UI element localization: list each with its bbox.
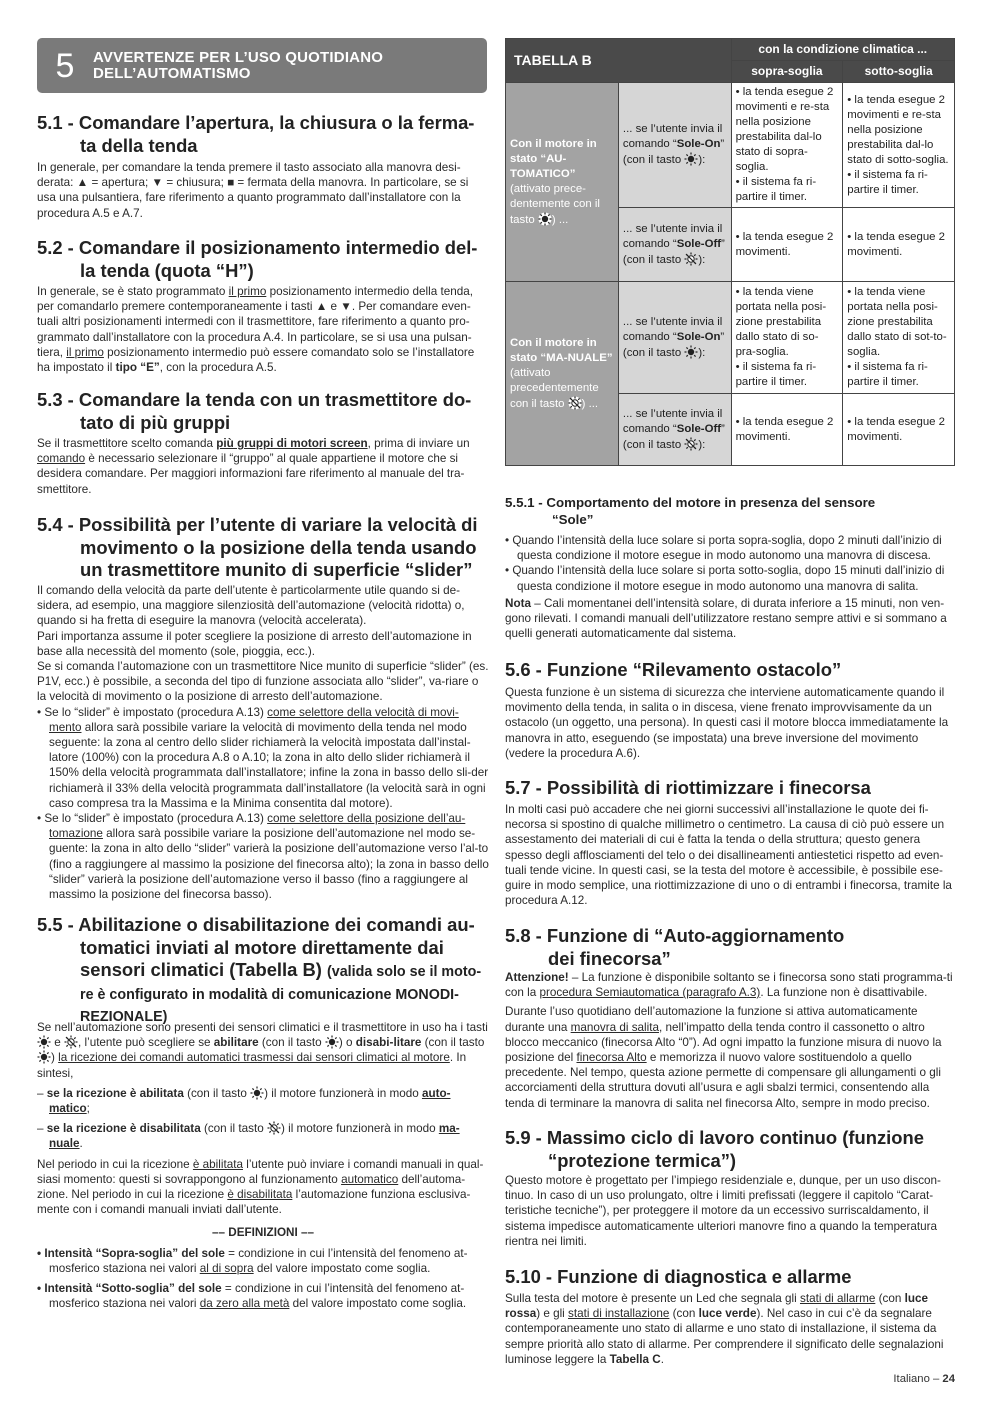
sun-off-icon: [64, 1035, 78, 1049]
cell-man-on-sopra: • la tenda viene portata nella posi-zione prestabilita dallo stato di so-pra-soglia. • il sistema fa ri-partire il timer.: [731, 282, 843, 394]
sun-icon: [37, 1035, 51, 1049]
row-label-automatico: Con il motore in stato “AU-TOMATICO” (attivato prece-dentemente con il tasto ) ...: [506, 83, 619, 282]
paragraph-5-10: Sulla testa del motore è presente un Led che segnala gli stati di allarme (con luce rossa) e gli stati di installazione (con luce verde). Nel caso in cui c’è da segnalare contemporaneamente uno stato di allarme e uno stato di installazione, il sistema da sempre priorità allo stato di allarme. Per comprendere il significato delle segnalazioni luminose leggere la Tabella C.: [505, 1292, 944, 1366]
heading-5-7: 5.7 - Possibilità di riottimizzare i finecorsa: [505, 777, 871, 798]
heading-5-3: 5.3 - Comandare la tenda con un trasmettitore do- tato di più gruppi: [37, 389, 472, 433]
col-header-sotto: sotto-soglia: [843, 61, 955, 83]
row-label-manuale: Con il motore in stato “MA-NUALE” (attivato precedentemente con il tasto ) ...: [506, 282, 619, 466]
sun-icon: [684, 152, 698, 166]
paragraph-5-3: Se il trasmettitore scelto comanda più gruppi di motori screen, prima di inviare un comando è necessario selezionare il “gruppo” al quale appartiene il motore che si desidera comandare. Per maggiori informazioni fare riferimento al manuale del tra-smettitore.: [37, 437, 470, 496]
paragraph-5-2: In generale, se è stato programmato il primo posizionamento intermedio della tenda, per comandarlo premere contemporaneamente i tasti ▲ e ▼. Per comandare even-tuali altri posizionamenti intermedi con il trasmettitore, fare riferimento a quanto pro-grammato dall’installatore con la procedura A.4. In particolare, se si usa una pulsan-tiera, il primo posizionamento intermedio può essere comandato solo se l’installatore ha impostato il tipo “E”, con la procedura A.5.: [37, 285, 475, 375]
paragraph-5-5-1: • Quando l’intensità della luce solare si porta sopra-soglia, dopo 2 minuti dall’inizio di questa condizione il motore esegue in modo autonomo una manovra di discesa. • Quando l’intensità della luce solare si porta sotto-soglia, dopo 15 minuti dall’inizio di questa condizione il motore esegue in modo autonomo una manovra di salita. Nota – Cali momentanei dell’intensità solare, di durata inferiore a 15 minuti, non ven-gono rilevati. I comandi manuali dell’utilizzatore restano sempre attivi e si sommano a quelli generati automaticamente dal sistema.: [505, 534, 947, 641]
paragraph-5-8: Attenzione! – La funzione è disponibile soltanto se i finecorsa sono stati programma-ti con la procedura Semiautomatica (paragrafo A.3). La funzione non è disattivabile. Durante l’uso quotidiano dell’automazione la funzione si attiva automaticamente durante una manovra di salita, nell’impatto della tenda contro il cassonetto o altro blocco meccanico (finecorsa Alto “0”). Ad ogni impatto la funzione misura di nuovo la posizione del finecorsa Alto e memorizza il nuovo valore sostituendolo a quello precedente. Nel tempo, questa azione permette di compensare gli allungamenti o gli accorciamenti della struttura dovuti all’usura e agli sbalzi termici, consentendo alla tenda di terminare la manovra di salita nel finecorsa Alto, sempre in modo preciso.: [505, 971, 953, 1110]
paragraph-5-4: Il comando della velocità da parte dell’utente è particolarmente utile quando si de-sidera, ad esempio, una maggiore silenziosità dell’automazione (velocità ridotta) o, quando si ha fretta di eseguire la manovra (velocità accelerata). Pari importanza assume il poter scegliere la posizione di arresto dell’automazione in base alla necessità del momento (sole, pioggia, ecc.). Se si comanda l’automazione con un trasmettitore Nice munito di superficie “slider” (es. P1V, ecc.) è possibile, a seconda del tipo di funzione associata allo “slider”, va-riare o la velocità di movimento o la posizione di arresto dell’automazione. • Se lo “slider” è impostato (procedura A.13) come selettore della velocità di movi-mento allora sarà possibile variare la velocità di movimento della tenda nel modo seguente: la zona al centro dello slider richiamerà la velocità impostata dall’instal-latore (100%) con la procedura A.8 o A.10; la zona in alto dello slider richiamerà il 150% della velocità programmata dall’installatore; infine la zona in basso dello sli-der richiamerà il 33% della velocità programmata dall’installatore (la velocità sarà in ogni caso compresa tra la Massima e la Minima consentita dal motore). • Se lo “slider” è impostato (procedura A.13) come selettore della posizione dell’au-tomazione allora sarà possibile variare la posizione dell’automazione nel modo se-guente: la zona in alto dello “slider” varierà la posizione dell’automazione verso l’al-to (fino a raggiungere al massimo la posizione del finecorsa alto); la zona in basso dello “slider” varierà la posizione dell’automazione verso il basso (fino a raggiungere al massimo la posizione del finecorsa basso).: [37, 584, 489, 902]
section-banner: [37, 38, 487, 93]
sun-off-icon: [684, 437, 698, 451]
heading-5-2: 5.2 - Comandare il posizionamento intermedio del- la tenda (quota “H”): [37, 237, 478, 281]
heading-5-10: 5.10 - Funzione di diagnostica e allarme: [505, 1266, 852, 1287]
cell-auto-on-sotto: • la tenda esegue 2 movimenti e re-sta nella posizione prestabilita dal-lo stato di sotto-soglia. • il sistema fa ri-partire il timer.: [843, 83, 955, 208]
heading-5-1: 5.1 - Comandare l’apertura, la chiusura o la ferma- ta della tenda: [37, 112, 475, 156]
section-title: AVVERTENZE PER L’USO QUOTIDIANO DELL’AUTOMATISMO: [93, 48, 384, 82]
paragraph-5-7: In molti casi può accadere che nei giorni successivi all’installazione le quote dei fi-necorsa si spostino di qualche millimetro o centimetro. La causa di ciò può essere un assestamento dei materiali di cui è fatta la tenda o della struttura; questo genera spesso degli afflosciamenti del telo o dei disallineamenti antiestetici rispetto ad even-tuali tende vicine. In questi casi, se la testa del motore è accessibile, è possibile ese-guire in modo semplice, una riottimizzazione di uno o di entrambi i finecorsa, tramite la procedura A.12.: [505, 803, 952, 908]
cell-auto-off-sopra: • la tenda esegue 2 movimenti.: [731, 208, 843, 282]
cell-man-on-sotto: • la tenda viene portata nella posi-zione prestabilita dallo stato di sot-to-soglia. • il sistema fa ri-partire il timer.: [843, 282, 955, 394]
paragraph-5-5: Se nell’automazione sono presenti dei sensori climatici e il trasmettitore in uso ha i tasti e , l’utente può scegliere se abilitare (con il tasto ) o disabi-litare (con il tasto ) la ricezione dei comandi automatici trasmessi dai sensori climatici al motore. In sintesi, – se la ricezione è abilitata (con il tasto ) il motore funzionerà in modo auto-matico; – se la ricezione è disabilitata (con il tasto ) il motore funzionerà in modo ma-nuale. Nel periodo in cui la ricezione è abilitata l’utente può inviare i comandi manuali in qual-siasi momento: questi si sovrappongono al funzionamento automatico dell’automa-zione. Nel periodo in cui la ricezione è disabilitata l’automazione funziona esclusiva-mente con i comandi manuali inviati dall’utente. –– DEFINIZIONI –– • Intensità “Sopra-soglia” del sole = condizione in cui l’intensità del fenomeno at-mosferico staziona nei valori al di sopra del valore impostato come soglia. • Intensità “Sotto-soglia” del sole = condizione in cui l’intensità del fenomeno at-mosferico staziona nei valori da zero alla metà del valore impostato come soglia.: [37, 1021, 488, 1311]
cell-man-off-sopra: • la tenda esegue 2 movimenti.: [731, 394, 843, 466]
cell-auto-on-sopra: • la tenda esegue 2 movimenti e re-sta nella posizione prestabilita dal-lo stato di sopra-soglia. • il sistema fa ri-partire il timer.: [731, 83, 843, 208]
heading-5-5-1: 5.5.1 - Comportamento del motore in presenza del sensore “Sole”: [505, 495, 876, 527]
page-footer: Italiano – 24: [893, 1373, 955, 1385]
cmd-sole-on: ... se l’utente invia il comando “Sole-On” (con il tasto ):: [618, 282, 731, 394]
paragraph-5-1: In generale, per comandare la tenda premere il tasto associato alla manovra desi-derata: ▲ = apertura; ▼ = chiusura; ■ = fermata della manovra. In particolare, se si usa una pulsantiera, fare riferimento a quanto programmato dall’installatore con la procedura A.5 e A.7.: [37, 161, 469, 220]
table-b: [505, 38, 955, 466]
heading-5-4: 5.4 - Possibilità per l’utente di variare la velocità di movimento o la posizione della tenda usando un trasmettitore munito di superficie “slider”: [37, 514, 478, 580]
heading-5-8: 5.8 - Funzione di “Auto-aggiornamento dei finecorsa”: [505, 925, 845, 969]
paragraph-5-9: Questo motore è progettato per l’impiego residenziale e, dunque, per un uso discon-tinuo. In caso di un uso prolungato, oltre i limiti prefissati (leggere il capitolo “Carat-teristiche tecniche”), per proteggere il motore da un eccessivo surriscaldamento, il sistema impedisce automaticamente ulteriori manovre fino a quando la temperatura rientra nei limiti.: [505, 1174, 941, 1248]
definitions-heading: –– DEFINIZIONI ––: [212, 1226, 314, 1240]
sun-icon: [250, 1086, 264, 1100]
cell-auto-off-sotto: • la tenda esegue 2 movimenti.: [843, 208, 955, 282]
col-header-sopra: sopra-soglia: [731, 61, 843, 83]
heading-5-5: 5.5 - Abilitazione o disabilitazione dei comandi au- tomatici inviati al motore direttamente dai sensori climatici (Tabella B) (valida solo se il moto- re è configurato in modalità di comunicazione MONODI- REZIONALE): [37, 914, 482, 1025]
paragraph-5-6: Questa funzione è un sistema di sicurezza che interviene automaticamente quando il movimento della tenda, in salita o in discesa, viene frenato improvvisamente da un ostacolo (un oggetto, una persona). In questi casi il motore blocca immediatamente la manovra in atto, eseguendo (se impostata) una breve inversione del movimento (vedere la procedura A.6).: [505, 686, 949, 760]
sun-icon: [37, 1050, 51, 1064]
cmd-sole-on: ... se l’utente invia il comando “Sole-On” (con il tasto ):: [618, 83, 731, 208]
sun-off-icon: [267, 1121, 281, 1135]
sun-circle-icon: [538, 212, 552, 226]
section-number: 5: [55, 47, 75, 85]
sun-icon: [684, 345, 698, 359]
sun-icon: [325, 1035, 339, 1049]
table-title: TABELLA B: [506, 39, 732, 83]
heading-5-9: 5.9 - Massimo ciclo di lavoro continuo (funzione “protezione termica”): [505, 1127, 924, 1171]
sun-off-icon: [684, 252, 698, 266]
page-number: 24: [942, 1373, 955, 1385]
heading-5-6: 5.6 - Funzione “Rilevamento ostacolo”: [505, 659, 842, 680]
cmd-sole-off: ... se l’utente invia il comando “Sole-Off” (con il tasto ):: [618, 394, 731, 466]
cell-man-off-sotto: • la tenda esegue 2 movimenti.: [843, 394, 955, 466]
sun-circle-icon: [568, 396, 582, 410]
table-condition-header: con la condizione climatica ...: [731, 39, 954, 61]
cmd-sole-off: ... se l’utente invia il comando “Sole-Off” (con il tasto ):: [618, 208, 731, 282]
